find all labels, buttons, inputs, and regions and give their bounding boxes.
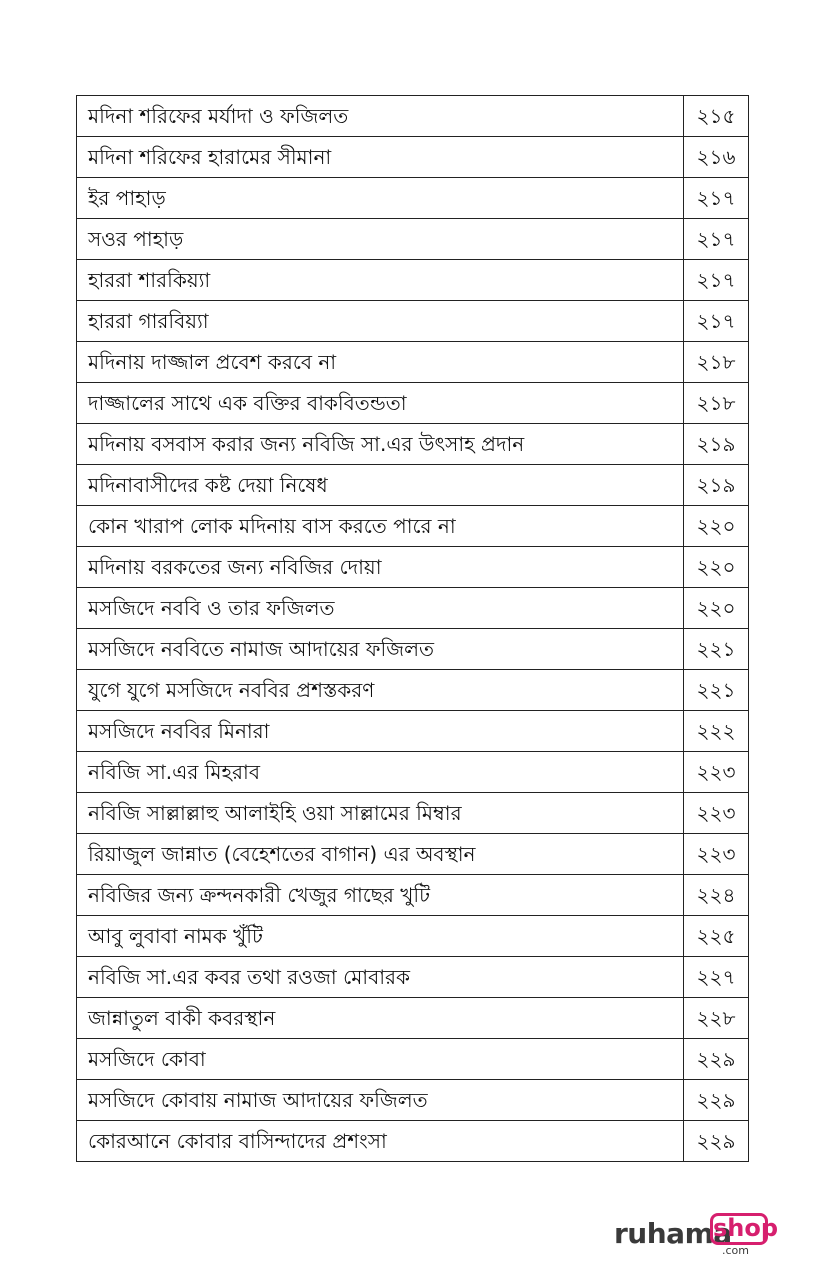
toc-entry-title: মসজিদে নববির মিনারা	[77, 711, 684, 752]
table-row	[77, 137, 749, 178]
table-row	[77, 342, 749, 383]
toc-entry-title: মদিনায় দাজ্জাল প্রবেশ করবে না	[77, 342, 684, 383]
toc-entry-page: ২১৭	[684, 260, 749, 301]
toc-entry-page: ২২৮	[684, 998, 749, 1039]
toc-entry-page: ২২৯	[684, 1121, 749, 1162]
toc-entry-page: ২২৭	[684, 957, 749, 998]
table-row	[77, 383, 749, 424]
table-row	[77, 547, 749, 588]
toc-entry-title: নবিজি সা.এর মিহরাব	[77, 752, 684, 793]
toc-entry-title: মদিনায় বসবাস করার জন্য নবিজি সা.এর উৎসাহ প্রদান	[77, 424, 684, 465]
toc-entry-title: মদিনায় বরকতের জন্য নবিজির দোয়া	[77, 547, 684, 588]
toc-entry-title: মসজিদে নববিতে নামাজ আদায়ের ফজিলত	[77, 629, 684, 670]
table-row	[77, 219, 749, 260]
toc-entry-page: ২১৫	[684, 96, 749, 137]
toc-entry-title: নবিজি সাল্লাল্লাহু আলাইহি ওয়া সাল্লামের মিম্বার	[77, 793, 684, 834]
toc-entry-page: ২১৭	[684, 301, 749, 342]
toc-entry-page: ২২১	[684, 629, 749, 670]
table-row	[77, 260, 749, 301]
toc-entry-title: হাররা গারবিয়্যা	[77, 301, 684, 342]
toc-entry-page: ২২০	[684, 588, 749, 629]
table-row	[77, 1039, 749, 1080]
table-row	[77, 793, 749, 834]
toc-entry-page: ২২১	[684, 670, 749, 711]
table-of-contents	[76, 95, 749, 1162]
table-row	[77, 506, 749, 547]
logo-domain: .com	[722, 1244, 749, 1257]
toc-entry-page: ২২৫	[684, 916, 749, 957]
table-row	[77, 465, 749, 506]
toc-entry-title: মদিনা শরিফের মর্যাদা ও ফজিলত	[77, 96, 684, 137]
toc-entry-page: ২২৩	[684, 752, 749, 793]
toc-entry-title: হাররা শারকিয়্যা	[77, 260, 684, 301]
toc-entry-page: ২২০	[684, 506, 749, 547]
table-row	[77, 588, 749, 629]
toc-entry-title: কোন খারাপ লোক মদিনায় বাস করতে পারে না	[77, 506, 684, 547]
toc-entry-page: ২২০	[684, 547, 749, 588]
table-row	[77, 834, 749, 875]
table-row	[77, 424, 749, 465]
table-row	[77, 301, 749, 342]
toc-entry-title: জান্নাতুল বাকী কবরস্থান	[77, 998, 684, 1039]
toc-entry-title: মসজিদে নববি ও তার ফজিলত	[77, 588, 684, 629]
toc-entry-page: ২১৭	[684, 219, 749, 260]
toc-entry-page: ২১৯	[684, 424, 749, 465]
toc-entry-page: ২২৩	[684, 834, 749, 875]
ruhamashop-logo	[614, 1210, 779, 1258]
toc-entry-title: রিয়াজুল জান্নাত (বেহেশতের বাগান) এর অবস্থান	[77, 834, 684, 875]
toc-body	[77, 96, 749, 1162]
toc-entry-title: যুগে যুগে মসজিদে নববির প্রশস্তকরণ	[77, 670, 684, 711]
table-row	[77, 957, 749, 998]
toc-entry-page: ২২২	[684, 711, 749, 752]
toc-entry-title: কোরআনে কোবার বাসিন্দাদের প্রশংসা	[77, 1121, 684, 1162]
table-row	[77, 629, 749, 670]
logo-word: ruhama	[614, 1217, 732, 1250]
toc-entry-page: ২১৮	[684, 342, 749, 383]
table-row	[77, 998, 749, 1039]
toc-entry-page: ২২৯	[684, 1080, 749, 1121]
table-row	[77, 752, 749, 793]
toc-entry-title: ইর পাহাড়	[77, 178, 684, 219]
table-row	[77, 1080, 749, 1121]
toc-entry-title: মদিনা শরিফের হারামের সীমানা	[77, 137, 684, 178]
toc-entry-title: দাজ্জালের সাথে এক বক্তির বাকবিতন্ডতা	[77, 383, 684, 424]
table-row	[77, 916, 749, 957]
table-row	[77, 711, 749, 752]
toc-entry-title: আবু লুবাবা নামক খুঁটি	[77, 916, 684, 957]
toc-entry-title: নবিজি সা.এর কবর তথা রওজা মোবারক	[77, 957, 684, 998]
toc-entry-title: সওর পাহাড়	[77, 219, 684, 260]
toc-entry-page: ২২৯	[684, 1039, 749, 1080]
toc-entry-page: ২১৯	[684, 465, 749, 506]
toc-entry-title: মদিনাবাসীদের কষ্ট দেয়া নিষেধ	[77, 465, 684, 506]
table-row	[77, 96, 749, 137]
toc-entry-page: ২১৭	[684, 178, 749, 219]
toc-entry-title: মসজিদে কোবায় নামাজ আদায়ের ফজিলত	[77, 1080, 684, 1121]
table-row	[77, 178, 749, 219]
logo-shop-badge: shop	[710, 1213, 768, 1245]
toc-entry-page: ২২৩	[684, 793, 749, 834]
toc-entry-title: নবিজির জন্য ক্রন্দনকারী খেজুর গাছের খুটি	[77, 875, 684, 916]
table-row	[77, 1121, 749, 1162]
table-row	[77, 875, 749, 916]
toc-entry-title: মসজিদে কোবা	[77, 1039, 684, 1080]
toc-entry-page: ২২৪	[684, 875, 749, 916]
toc-entry-page: ২১৬	[684, 137, 749, 178]
table-row	[77, 670, 749, 711]
toc-entry-page: ২১৮	[684, 383, 749, 424]
